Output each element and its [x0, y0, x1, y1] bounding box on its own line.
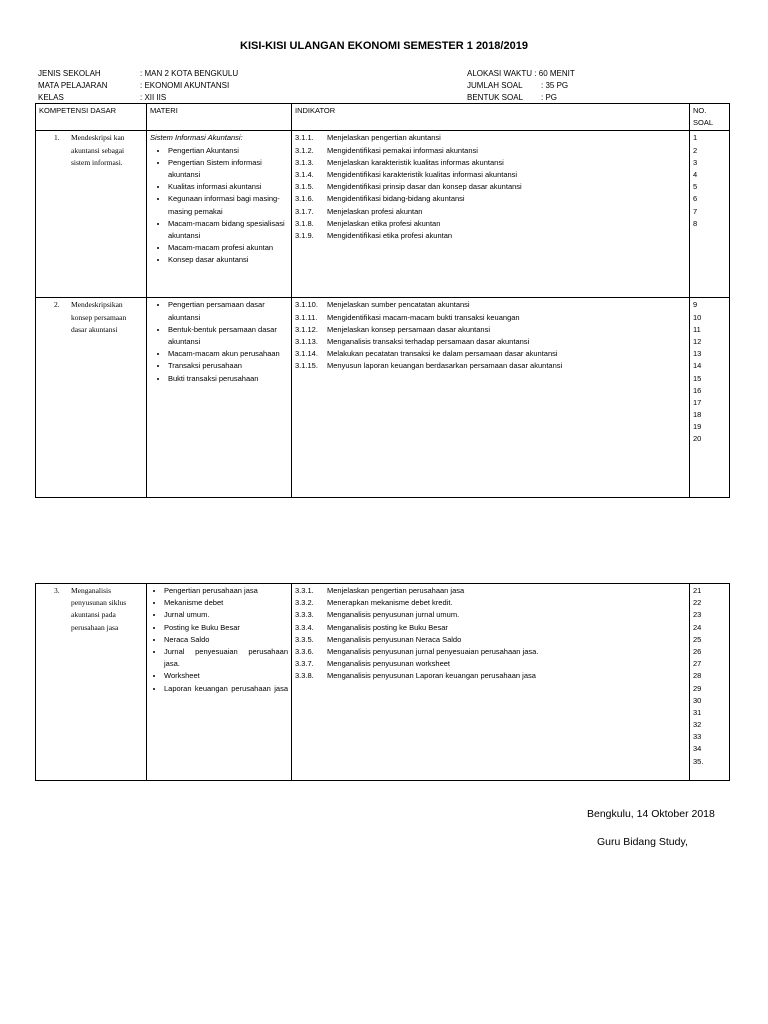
list-item: • Pengertian persamaan dasar akuntansi — [168, 299, 288, 323]
meta-row: MATA PELAJARAN : EKONOMI AKUNTANSI — [38, 81, 230, 90]
list-item: • Pengertian Akuntansi — [168, 145, 288, 157]
kisi-table-1 — [35, 103, 730, 498]
list-item: • Transaksi perusahaan — [168, 360, 288, 372]
list-item: • Kualitas informasi akuntansi — [168, 181, 288, 193]
list-item: • Jurnal umum. — [164, 609, 288, 621]
header-kd: KOMPETENSI DASAR — [36, 104, 147, 131]
list-item: 3.1.12. Menjelaskan konsep persamaan dasar akuntansi — [295, 324, 491, 334]
materi-cell — [147, 584, 292, 781]
list-item: 3.3.5. Menganalisis penyusunan Neraca Saldo — [295, 634, 462, 644]
header-materi: MATERI — [147, 104, 292, 131]
materi-cell — [147, 298, 292, 498]
list-item: 3.1.15. Menyusun laporan keuangan berdasarkan persamaan dasar akuntansi — [295, 361, 563, 371]
signature-role: Guru Bidang Study, — [597, 836, 688, 848]
list-item: 3.1.2. Mengidentifikasi pemakai informasi akuntansi — [295, 145, 478, 155]
meta-left — [38, 68, 238, 104]
list-item: • Bentuk-bentuk persamaan dasar akuntansi — [168, 324, 288, 348]
list-item: • Kegunaan informasi bagi masing-masing pemakai — [168, 193, 288, 217]
indikator-cell — [292, 298, 690, 498]
list-item: • Konsep dasar akuntansi — [168, 254, 288, 266]
list-item: • Bukti transaksi perusahaan — [168, 373, 288, 385]
meta-row: KELAS : XII IIS — [38, 93, 167, 102]
kd-cell: 3. Menganalisis penyusunan siklus akuntansi pada perusahaan jasa — [36, 584, 147, 781]
table-row — [36, 298, 730, 498]
signature-place-date: Bengkulu, 14 Oktober 2018 — [587, 808, 715, 820]
list-item: • Mekanisme debet — [164, 597, 288, 609]
list-item: 3.1.8. Menjelaskan etika profesi akuntan — [295, 218, 441, 228]
soal-cell: 21 22 23 24 25 26 27 28 29 30 31 32 33 34 35. — [690, 584, 730, 781]
header-no-soal: NO. SOAL — [690, 104, 730, 131]
materi-list — [150, 585, 288, 695]
list-item: 3.1.11. Mengidentifikasi macam-macam bukti transaksi keuangan — [295, 312, 520, 322]
list-item: • Worksheet — [164, 670, 288, 682]
list-item: • Macam-macam akun perusahaan — [168, 348, 288, 360]
indikator-cell — [292, 131, 690, 298]
list-item: 3.3.7. Menganalisis penyusunan worksheet — [295, 659, 450, 669]
meta-row: ALOKASI WAKTU : 60 MENIT — [467, 69, 575, 78]
list-item: • Macam-macam bidang spesialisasi akuntansi — [168, 218, 288, 242]
kd-cell: 2. Mendeskripsikan konsep persamaan dasar akuntansi — [36, 298, 147, 498]
list-item: 3.3.3. Menganalisis penyusunan jurnal umum. — [295, 610, 460, 620]
meta-row: JENIS SEKOLAH : MAN 2 KOTA BENGKULU — [38, 69, 239, 78]
list-item: 3.1.14. Melakukan pecatatan transaksi ke dalam persamaan dasar akuntansi — [295, 349, 558, 359]
soal-cell: 9 10 11 12 13 14 15 16 17 18 19 20 — [690, 298, 730, 498]
list-item: 3.1.7. Menjelaskan profesi akuntan — [295, 206, 423, 216]
list-item: 3.1.4. Mengidentifikasi karakteristik kualitas informasi akuntansi — [295, 170, 518, 180]
list-item: 3.1.6. Mengidentifikasi bidang-bidang akuntansi — [295, 194, 465, 204]
list-item: • Posting ke Buku Besar — [164, 622, 288, 634]
list-item: 3.1.13. Menganalisis transaksi terhadap persamaan dasar akuntansi — [295, 337, 530, 347]
list-item: • Macam-macam profesi akuntan — [168, 242, 288, 254]
list-item: 3.1.1. Menjelaskan pengertian akuntansi — [295, 133, 441, 143]
list-item: • Neraca Saldo — [164, 634, 288, 646]
list-item: • Laporan keuangan perusahaan jasa — [164, 683, 288, 695]
materi-list — [150, 299, 288, 384]
indikator-cell — [292, 584, 690, 781]
list-item: 3.1.10. Menjelaskan sumber pencatatan akuntansi — [295, 300, 470, 310]
table-row — [36, 584, 730, 781]
list-item: 3.3.6. Menganalisis penyusunan jurnal penyesuaian perusahaan jasa. — [295, 647, 539, 657]
list-item: 3.3.1. Menjelaskan pengertian perusahaan jasa — [295, 586, 465, 595]
table-row — [36, 131, 730, 298]
list-item: 3.1.3. Menjelaskan karakteristik kualitas informas akuntansi — [295, 157, 504, 167]
kisi-table-2 — [35, 583, 730, 781]
list-item: 3.3.4. Menganalisis posting ke Buku Besar — [295, 622, 448, 632]
materi-heading: Sistem Informasi Akuntansi: — [150, 133, 243, 143]
meta-right — [467, 68, 575, 104]
kd-cell: 1. Mendeskripsi kan akuntansi sebagai sistem informasi. — [36, 131, 147, 298]
list-item: • Pengertian perusahaan jasa — [164, 585, 288, 597]
list-item: • Pengertian Sistem informasi akuntansi — [168, 157, 288, 181]
materi-list — [150, 145, 288, 267]
document-title: KISI-KISI ULANGAN EKONOMI SEMESTER 1 2018/2019 — [240, 40, 528, 52]
materi-cell — [147, 131, 292, 298]
meta-row: BENTUK SOAL : PG — [467, 93, 558, 102]
list-item: 3.3.8. Menganalisis penyusunan Laporan keuangan perusahaan jasa — [295, 671, 536, 681]
meta-row: JUMLAH SOAL : 35 PG — [467, 81, 569, 90]
list-item: 3.3.2. Menerapkan mekanisme debet kredit. — [295, 598, 453, 608]
list-item: 3.1.9. Mengidentifikasi etika profesi akuntan — [295, 231, 453, 241]
header-indikator: INDIKATOR — [292, 104, 690, 131]
list-item: • Jurnal penyesuaian perusahaan jasa. — [164, 646, 288, 670]
table-header-row — [36, 104, 730, 131]
list-item: 3.1.5. Mengidentifikasi prinsip dasar dan konsep dasar akuntansi — [295, 182, 522, 192]
soal-cell: 1 2 3 4 5 6 7 8 — [690, 131, 730, 298]
